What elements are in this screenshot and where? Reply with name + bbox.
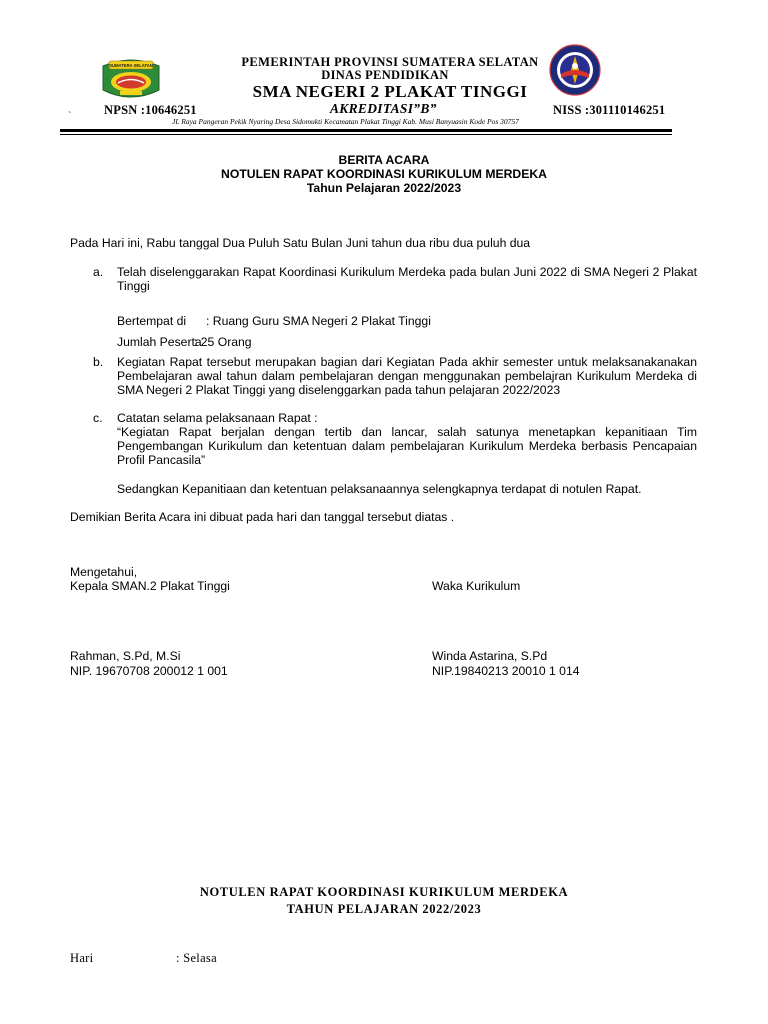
item-c-heading: Catatan selama pelaksanaan Rapat : xyxy=(117,411,318,425)
accreditation: AKREDITASI”B” xyxy=(330,101,437,116)
npsn: NPSN :10646251 xyxy=(104,103,197,117)
left-logo-text: SUMATERA SELATAN xyxy=(109,63,153,69)
provincial-emblem-icon xyxy=(100,56,162,102)
acknowledged-label: Mengetahui, xyxy=(70,565,138,579)
place-label: Bertempat di xyxy=(117,314,187,328)
document-title: BERITA ACARA xyxy=(338,153,430,167)
item-c-marker: c. xyxy=(93,411,103,425)
principal-nip: NIP. 19670708 200012 1 001 xyxy=(70,664,228,678)
document-subtitle: NOTULEN RAPAT KOORDINASI KURIKULUM MERDEKA xyxy=(221,167,547,181)
place-value: : Ruang Guru SMA Negeri 2 Plakat Tinggi xyxy=(206,314,431,328)
participants-value: : 25 Orang xyxy=(194,335,252,349)
curriculum-vice-name: Winda Astarina, S.Pd xyxy=(432,649,548,663)
notulen-title: NOTULEN RAPAT KOORDINASI KURIKULUM MERDEKA xyxy=(199,885,569,899)
participants-label: Jumlah Peserta xyxy=(117,335,202,349)
document-year: Tahun Pelajaran 2022/2023 xyxy=(306,181,462,195)
item-b-text: Kegiatan Rapat tersebut merupakan bagian dari Kegiatan Pada akhir semester untuk melaksanakanakan Pembelajaran awal tahun dalam pembelajaran dengan menggunakan pembelajran Kurikulum Merdeka di SMA Negeri 2 Plakat Tinggi yang diselenggarkan pada tahun pelajaran 2022/2023 xyxy=(117,355,697,397)
letterhead-address: JL Raya Pangeran Pekik Nyaring Desa Sidomukti Kecamatan Plakat Tinggi Kab. Musi Banyuasin Kode Pos 30757 xyxy=(172,117,519,126)
item-b-marker: b. xyxy=(93,355,104,369)
item-c-quote: “Kegiatan Rapat berjalan dengan tertib dan lancar, salah satunya menetapkan kepanitiaan Tim Pengembangan Kurikulum dan ketentuan dalam pembelajaran Kurikulum Merdeka berbasis Pencapaian Profil Pancasila” xyxy=(117,425,697,467)
letterhead-department: DINAS PENDIDIKAN xyxy=(321,68,449,82)
niss: NISS :301110146251 xyxy=(553,103,666,117)
notulen-year: TAHUN PELAJARAN 2022/2023 xyxy=(286,902,482,916)
principal-role: Kepala SMAN.2 Plakat Tinggi xyxy=(70,579,230,593)
intro-paragraph: Pada Hari ini, Rabu tanggal Dua Puluh Satu Bulan Juni tahun dua ribu dua puluh dua xyxy=(70,236,531,250)
curriculum-vice-nip: NIP.19840213 20010 1 014 xyxy=(432,664,580,678)
item-c-note: Sedangkan Kepanitiaan dan ketentuan pelaksanaannya selengkapnya terdapat di notulen Rapat. xyxy=(117,482,642,496)
day-label: Hari xyxy=(70,951,94,965)
letterhead-school-name: SMA NEGERI 2 PLAKAT TINGGI xyxy=(252,82,528,101)
item-a-marker: a. xyxy=(93,265,104,279)
curriculum-vice-role: Waka Kurikulum xyxy=(432,579,521,593)
letterhead-divider-thin xyxy=(60,134,672,135)
letterhead-government: PEMERINTAH PROVINSI SUMATERA SELATAN xyxy=(241,55,539,69)
item-a-text: Telah diselenggarakan Rapat Koordinasi Kurikulum Merdeka pada bulan Juni 2022 di SMA Negeri 2 Plakat Tinggi xyxy=(117,265,697,293)
day-value: : Selasa xyxy=(176,951,217,965)
principal-name: Rahman, S.Pd, M.Si xyxy=(70,649,181,663)
letterhead-divider-thick xyxy=(60,129,672,132)
closing-paragraph: Demikian Berita Acara ini dibuat pada hari dan tanggal tersebut diatas . xyxy=(70,510,455,524)
backtick-mark: ` xyxy=(68,111,72,122)
left-logo xyxy=(100,56,162,102)
